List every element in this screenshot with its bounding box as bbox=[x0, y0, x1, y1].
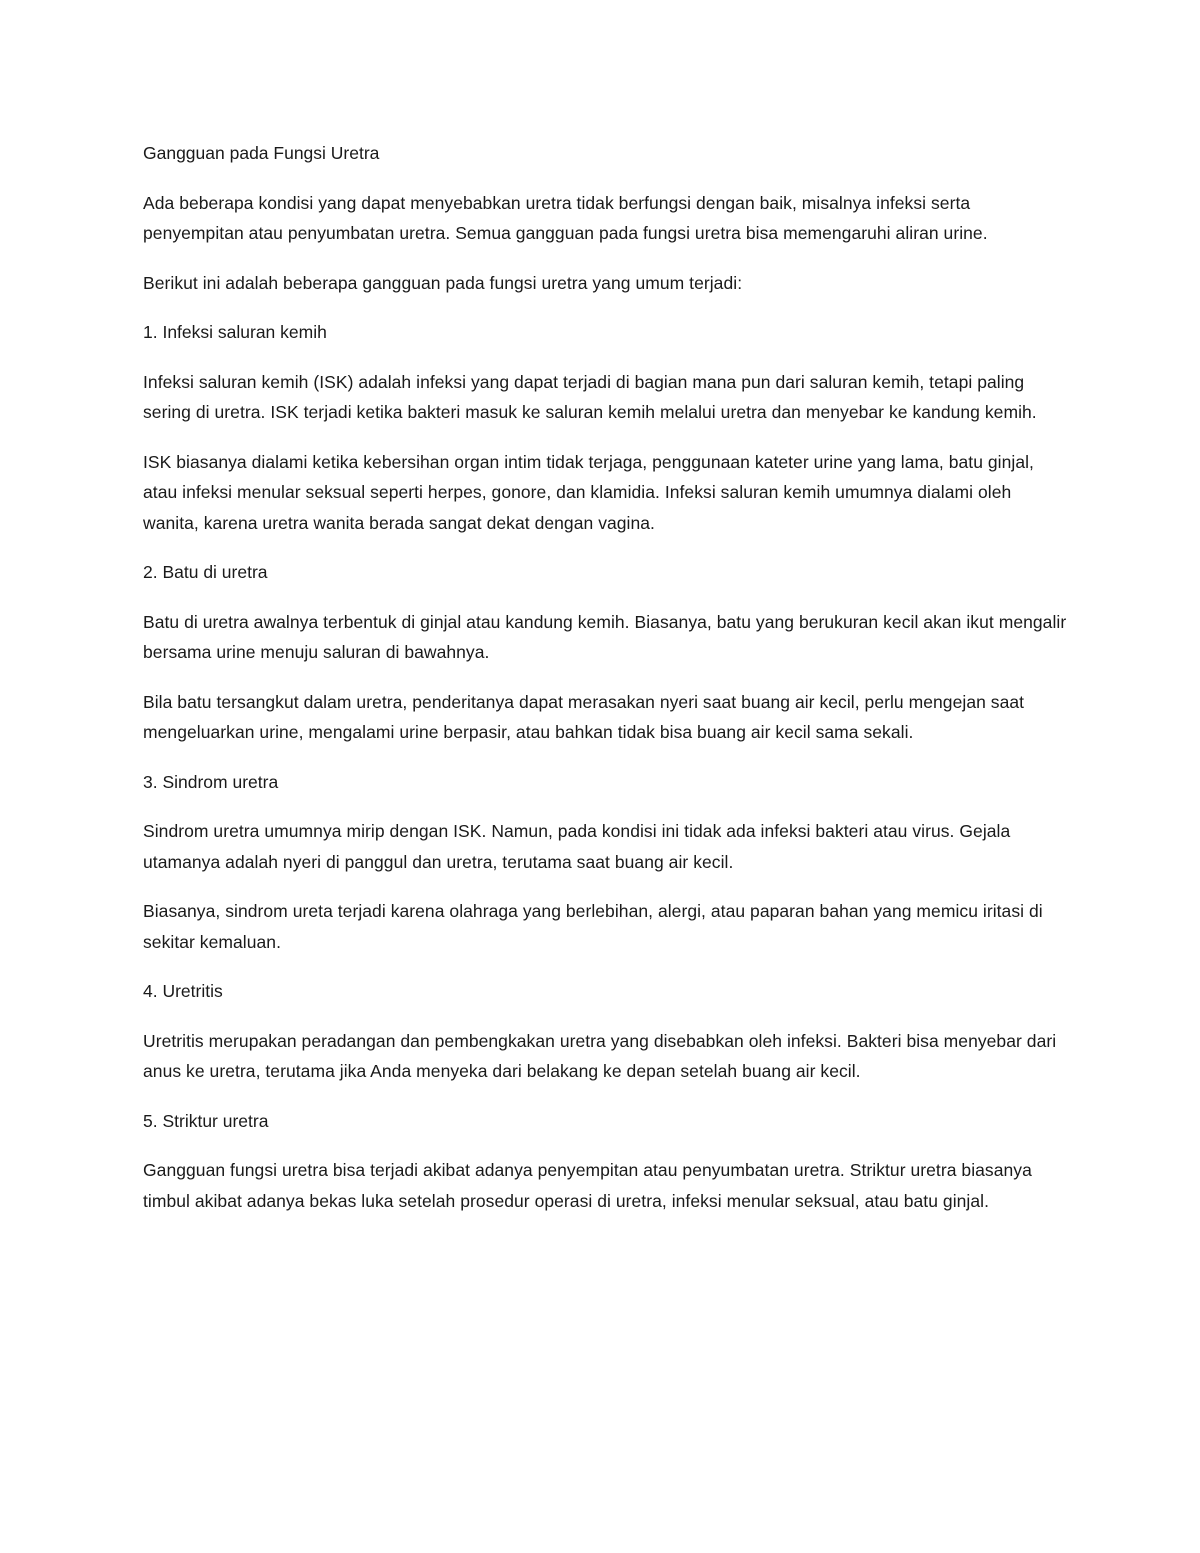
uretritis-paragraph: Uretritis merupakan peradangan dan pembengkakan uretra yang disebabkan oleh infeksi. Bakteri bisa menyebar dari anus ke uretra, terutama jika Anda menyeka dari belakang ke depan setelah buang air kecil. bbox=[143, 1030, 1057, 1081]
section-heading-striktur: 5. Striktur uretra bbox=[143, 1110, 269, 1131]
document-page bbox=[143, 138, 1068, 1235]
list-intro-paragraph: Berikut ini adalah beberapa gangguan pada fungsi uretra yang umum terjadi: bbox=[143, 272, 743, 293]
sindrom-paragraph-1: Sindrom uretra umumnya mirip dengan ISK. Namun, pada kondisi ini tidak ada infeksi bakteri atau virus. Gejala utamanya adalah nyeri di panggul dan uretra, terutama saat buang air kecil. bbox=[143, 821, 1011, 872]
sindrom-paragraph-2: Biasanya, sindrom ureta terjadi karena olahraga yang berlebihan, alergi, atau paparan bahan yang memicu iritasi di sekitar kemaluan. bbox=[143, 901, 1043, 952]
section-heading-batu: 2. Batu di uretra bbox=[143, 562, 268, 582]
document-title: Gangguan pada Fungsi Uretra bbox=[143, 143, 380, 163]
batu-paragraph-2: Bila batu tersangkut dalam uretra, penderitanya dapat merasakan nyeri saat buang air kecil, perlu mengejan saat mengeluarkan urine, mengalami urine berpasir, atau bahkan tidak bisa buang air kecil sama sekali. bbox=[143, 691, 1025, 742]
section-heading-uretritis: 4. Uretritis bbox=[143, 981, 223, 1001]
isk-paragraph-1: Infeksi saluran kemih (ISK) adalah infeksi yang dapat terjadi di bagian mana pun dari saluran kemih, tetapi paling sering di uretra. ISK terjadi ketika bakteri masuk ke saluran kemih melalui uretra dan menyebar ke kandung kemih. bbox=[143, 371, 1037, 422]
striktur-paragraph: Gangguan fungsi uretra bisa terjadi akibat adanya penyempitan atau penyumbatan uretra. Striktur uretra biasanya timbul akibat adanya bekas luka setelah prosedur operasi di uretra, infeksi menular seksual, atau batu ginjal. bbox=[143, 1160, 1032, 1211]
section-heading-isk: 1. Infeksi saluran kemih bbox=[143, 322, 327, 342]
intro-paragraph: Ada beberapa kondisi yang dapat menyebabkan uretra tidak berfungsi dengan baik, misalnya infeksi serta penyempitan atau penyumbatan uretra. Semua gangguan pada fungsi uretra bisa memengaruhi aliran urine. bbox=[143, 192, 988, 243]
section-heading-sindrom: 3. Sindrom uretra bbox=[143, 771, 279, 792]
batu-paragraph-1: Batu di uretra awalnya terbentuk di ginjal atau kandung kemih. Biasanya, batu yang berukuran kecil akan ikut mengalir bersama urine menuju saluran di bawahnya. bbox=[143, 611, 1067, 662]
isk-paragraph-2: ISK biasanya dialami ketika kebersihan organ intim tidak terjaga, penggunaan kateter urine yang lama, batu ginjal, atau infeksi menular seksual seperti herpes, gonore, dan klamidia. Infeksi saluran kemih umumnya dialami oleh wanita, karena uretra wanita berada sangat dekat dengan vagina. bbox=[143, 451, 1034, 533]
